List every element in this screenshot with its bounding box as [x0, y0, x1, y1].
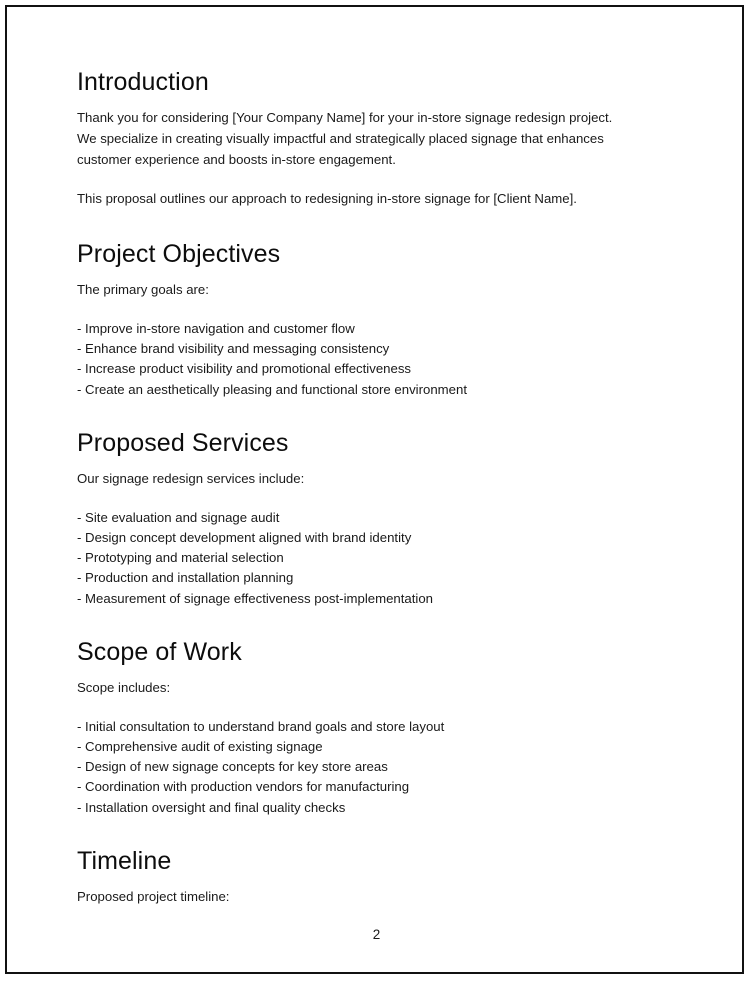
- timeline-lead: Proposed project timeline:: [77, 888, 230, 904]
- section-proposed-services: [77, 428, 629, 609]
- list-item: - Design concept development aligned with brand identity: [77, 530, 412, 546]
- introduction-paragraph-1: Thank you for considering [Your Company Name] for your in-store signage redesign project. We specialize in creating visually impactful and strategically placed signage that enhances customer experience and boosts in-store engagement.: [77, 110, 613, 167]
- section-heading-scope-of-work: Scope of Work: [77, 637, 242, 666]
- proposed-services-lead: Our signage redesign services include:: [77, 470, 305, 486]
- list-item: - Measurement of signage effectiveness post-implementation: [77, 590, 434, 606]
- list-spacer: [77, 300, 629, 319]
- page-number: 2: [372, 927, 381, 942]
- scope-of-work-list: [77, 717, 629, 818]
- introduction-paragraph-2: This proposal outlines our approach to redesigning in-store signage for [Client Name].: [77, 191, 577, 206]
- section-heading-proposed-services: Proposed Services: [77, 428, 289, 457]
- list-item: - Site evaluation and signage audit: [77, 509, 280, 525]
- list-item: - Increase product visibility and promotional effectiveness: [77, 361, 412, 377]
- document-page: [5, 5, 744, 974]
- section-spacer: [77, 209, 629, 239]
- project-objectives-lead: The primary goals are:: [77, 282, 209, 297]
- list-item: - Comprehensive audit of existing signage: [77, 739, 323, 755]
- section-spacer: [77, 818, 629, 846]
- section-heading-introduction: Introduction: [77, 68, 209, 96]
- list-spacer: [77, 698, 629, 717]
- document-content: [77, 67, 629, 907]
- section-introduction: [77, 67, 629, 209]
- section-project-objectives: [77, 239, 629, 400]
- section-spacer: [77, 609, 629, 637]
- section-timeline: [77, 846, 629, 907]
- list-item: - Prototyping and material selection: [77, 550, 284, 566]
- section-spacer: [77, 400, 629, 428]
- list-item: - Design of new signage concepts for key store areas: [77, 759, 388, 775]
- section-heading-project-objectives: Project Objectives: [77, 240, 281, 268]
- list-item: - Initial consultation to understand brand goals and store layout: [77, 718, 445, 734]
- project-objectives-list: [77, 319, 629, 400]
- section-heading-timeline: Timeline: [77, 846, 172, 875]
- list-item: - Enhance brand visibility and messaging consistency: [77, 341, 390, 357]
- list-item: - Coordination with production vendors for manufacturing: [77, 779, 410, 795]
- paragraph-spacer: [77, 170, 629, 188]
- proposed-services-list: [77, 508, 629, 609]
- list-item: - Improve in-store navigation and customer flow: [77, 321, 355, 336]
- section-scope-of-work: [77, 637, 629, 818]
- list-item: - Production and installation planning: [77, 570, 294, 586]
- scope-of-work-lead: Scope includes:: [77, 679, 171, 695]
- list-item: - Installation oversight and final quality checks: [77, 799, 346, 815]
- list-item: - Create an aesthetically pleasing and functional store environment: [77, 381, 467, 397]
- list-spacer: [77, 489, 629, 508]
